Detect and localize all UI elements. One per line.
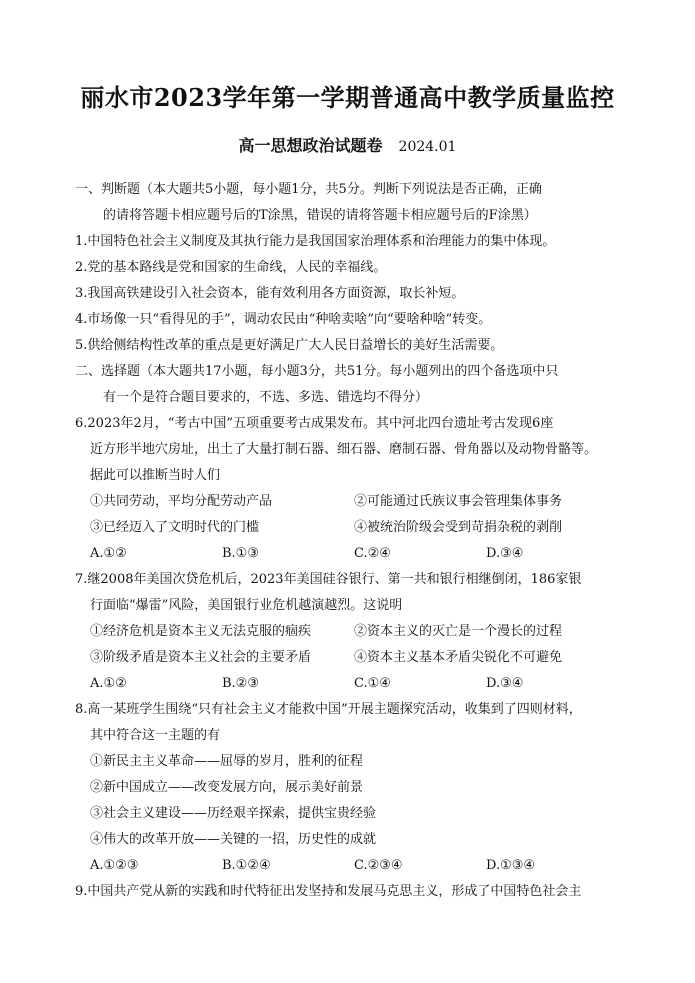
q8-choice-a: A.①②③	[90, 858, 139, 873]
subtitle-text: 高一思想政治试题卷	[238, 136, 383, 155]
page-title: 丽水市2023学年第一学期普通高中教学质量监控	[80, 83, 615, 112]
q6-choices	[75, 541, 633, 567]
judge-item-3: 3.我国高铁建设引入社会资本，能有效利用各方面资源，取长补短。	[75, 286, 465, 301]
q6-choice-b: B.①③	[222, 546, 259, 561]
q8-option-1: ①新民主主义革命——屈辱的岁月，胜利的征程	[90, 754, 364, 769]
q8-stem: 8.高一某班学生围绕“只有社会主义才能救中国”开展主题探究活动，收集到了四则材料，	[75, 702, 582, 717]
q6-choice-a: A.①②	[90, 546, 127, 561]
q6-option-1: ①共同劳动，平均分配劳动产品	[90, 494, 273, 509]
q7-option-2: ②资本主义的灭亡是一个漫长的过程	[354, 624, 563, 639]
q8-stem-cont: 其中符合这一主题的有	[90, 728, 221, 743]
q6-option-3: ③已经迈入了文明时代的门槛	[90, 520, 260, 535]
q7-choice-c: C.①④	[354, 676, 391, 691]
q6-stem-cont: 近方形半地穴房址，出土了大量打制石器、细石器、磨制石器、骨角器以及动物骨骼等。	[90, 442, 598, 457]
q7-option-3: ③阶级矛盾是资本主义社会的主要矛盾	[90, 650, 312, 665]
judge-item-4: 4.市场像一只“看得见的手”，调动农民由“种啥卖啥”向“要啥种啥”转变。	[75, 312, 492, 327]
q6-choice-d: D.③④	[486, 546, 524, 561]
exam-content	[75, 177, 633, 905]
part2-heading: 二、选择题（本大题共17小题，每小题3分，共51分。每小题列出的四个备选项中只	[75, 364, 559, 379]
q7-stem-cont: 行面临“爆雷”风险，美国银行业危机越演越烈。这说明	[90, 598, 403, 613]
q8-option-3: ③社会主义建设——历经艰辛探索，提供宝贵经验	[90, 806, 377, 821]
q6-option-4: ④被统治阶级会受到苛捐杂税的剥削	[354, 520, 563, 535]
q7-choices	[75, 671, 633, 697]
q7-options-row	[75, 619, 633, 645]
part1-heading-cont: 的请将答题卡相应题号后的T涂黑，错误的请将答题卡相应题号后的F涂黑）	[103, 208, 537, 223]
q6-stem-cont: 据此可以推断当时人们	[90, 468, 221, 483]
q9-stem: 9.中国共产党从新的实践和时代特征出发坚持和发展马克思主义，形成了中国特色社会主	[75, 884, 582, 899]
q8-choices	[75, 853, 633, 879]
q7-options-row	[75, 645, 633, 671]
part1-heading: 一、判断题（本大题共5小题，每小题1分，共5分。判断下列说法是否正确，正确	[75, 182, 542, 197]
q6-option-2: ②可能通过氏族议事会管理集体事务	[354, 494, 563, 509]
judge-item-1: 1.中国特色社会主义制度及其执行能力是我国国家治理体系和治理能力的集中体现。	[75, 234, 556, 249]
q7-option-1: ①经济危机是资本主义无法克服的痼疾	[90, 624, 312, 639]
q7-stem: 7.继2008年美国次贷危机后，2023年美国硅谷银行、第一共和银行相继倒闭，186家银	[75, 572, 582, 587]
q7-choice-d: D.③④	[486, 676, 524, 691]
part2-heading-cont: 有一个是符合题目要求的，不选、多选、错选均不得分）	[103, 390, 429, 405]
page-subtitle	[0, 133, 695, 156]
q7-choice-a: A.①②	[90, 676, 127, 691]
judge-item-5: 5.供给侧结构性改革的重点是更好满足广大人民日益增长的美好生活需要。	[75, 338, 504, 353]
exam-date: 2024.01	[398, 139, 457, 155]
q6-stem: 6.2023年2月，“考古中国”五项重要考古成果发布。其中河北四台遗址考古发现6座	[75, 416, 554, 431]
judge-item-2: 2.党的基本路线是党和国家的生命线，人民的幸福线。	[75, 260, 387, 275]
q7-choice-b: B.②③	[222, 676, 259, 691]
q8-choice-c: C.②③④	[354, 858, 403, 873]
q8-choice-d: D.①③④	[486, 858, 536, 873]
q8-option-2: ②新中国成立——改变发展方向，展示美好前景	[90, 780, 364, 795]
q6-options-row	[75, 489, 633, 515]
q7-option-4: ④资本主义基本矛盾尖锐化不可避免	[354, 650, 563, 665]
q6-options-row	[75, 515, 633, 541]
q6-choice-c: C.②④	[354, 546, 391, 561]
q8-choice-b: B.①②④	[222, 858, 271, 873]
q8-option-4: ④伟大的改革开放——关键的一招，历史性的成就	[90, 832, 377, 847]
